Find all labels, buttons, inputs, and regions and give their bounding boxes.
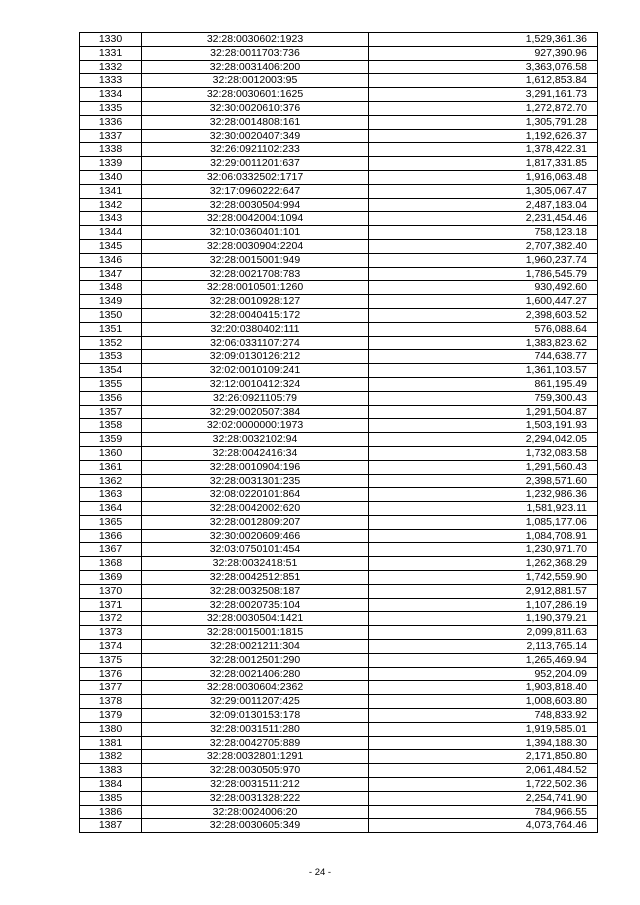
amount-cell: 1,305,067.47 <box>369 184 598 198</box>
table-row <box>80 364 598 378</box>
row-number-cell: 1373 <box>80 626 142 640</box>
amount-cell: 930,492.60 <box>369 281 598 295</box>
row-number-cell: 1379 <box>80 709 142 723</box>
amount-cell: 1,107,286.19 <box>369 598 598 612</box>
amount-cell: 2,099,811.63 <box>369 626 598 640</box>
data-table <box>79 32 598 833</box>
row-number-cell: 1383 <box>80 764 142 778</box>
cadastral-code-cell: 32:28:0042416:34 <box>142 446 369 460</box>
amount-cell: 927,390.96 <box>369 46 598 60</box>
cadastral-code-cell: 32:29:0011201:637 <box>142 157 369 171</box>
row-number-cell: 1342 <box>80 198 142 212</box>
cadastral-code-cell: 32:28:0015001:949 <box>142 253 369 267</box>
cadastral-code-cell: 32:28:0030601:1625 <box>142 88 369 102</box>
cadastral-code-cell: 32:28:0030605:349 <box>142 819 369 833</box>
amount-cell: 1,919,585.01 <box>369 722 598 736</box>
amount-cell: 1,742,559.90 <box>369 571 598 585</box>
cadastral-code-cell: 32:28:0040415:172 <box>142 308 369 322</box>
table-row <box>80 598 598 612</box>
row-number-cell: 1359 <box>80 433 142 447</box>
table-row <box>80 446 598 460</box>
amount-cell: 1,230,971.70 <box>369 543 598 557</box>
row-number-cell: 1386 <box>80 805 142 819</box>
row-number-cell: 1372 <box>80 612 142 626</box>
table-row <box>80 722 598 736</box>
table-row <box>80 433 598 447</box>
row-number-cell: 1343 <box>80 212 142 226</box>
amount-cell: 1,008,603.80 <box>369 695 598 709</box>
amount-cell: 1,817,331.85 <box>369 157 598 171</box>
row-number-cell: 1347 <box>80 267 142 281</box>
amount-cell: 2,398,603.52 <box>369 308 598 322</box>
row-number-cell: 1353 <box>80 350 142 364</box>
row-number-cell: 1358 <box>80 419 142 433</box>
table-row <box>80 308 598 322</box>
cadastral-code-cell: 32:28:0021708:783 <box>142 267 369 281</box>
table-row <box>80 33 598 47</box>
table-row <box>80 143 598 157</box>
table-row <box>80 819 598 833</box>
row-number-cell: 1381 <box>80 736 142 750</box>
table-row <box>80 336 598 350</box>
cadastral-code-cell: 32:28:0032418:51 <box>142 557 369 571</box>
cadastral-code-cell: 32:28:0020735:104 <box>142 598 369 612</box>
table-row <box>80 88 598 102</box>
row-number-cell: 1345 <box>80 239 142 253</box>
amount-cell: 3,363,076.58 <box>369 60 598 74</box>
row-number-cell: 1357 <box>80 405 142 419</box>
table-row <box>80 377 598 391</box>
amount-cell: 2,487,183.04 <box>369 198 598 212</box>
table-row <box>80 653 598 667</box>
cadastral-code-cell: 32:09:0130126:212 <box>142 350 369 364</box>
cadastral-code-cell: 32:28:0042512:851 <box>142 571 369 585</box>
table-row <box>80 267 598 281</box>
row-number-cell: 1365 <box>80 515 142 529</box>
amount-cell: 1,786,545.79 <box>369 267 598 281</box>
amount-cell: 1,272,872.70 <box>369 101 598 115</box>
cadastral-code-cell: 32:28:0030504:1421 <box>142 612 369 626</box>
cadastral-code-cell: 32:28:0030504:994 <box>142 198 369 212</box>
row-number-cell: 1341 <box>80 184 142 198</box>
amount-cell: 3,291,161.73 <box>369 88 598 102</box>
table-row <box>80 226 598 240</box>
cadastral-code-cell: 32:02:0000000:1973 <box>142 419 369 433</box>
table-row <box>80 764 598 778</box>
cadastral-code-cell: 32:28:0030904:2204 <box>142 239 369 253</box>
table-row <box>80 46 598 60</box>
cadastral-code-cell: 32:28:0031511:280 <box>142 722 369 736</box>
amount-cell: 2,061,484.52 <box>369 764 598 778</box>
row-number-cell: 1339 <box>80 157 142 171</box>
amount-cell: 1,383,823.62 <box>369 336 598 350</box>
cadastral-code-cell: 32:28:0042705:889 <box>142 736 369 750</box>
amount-cell: 2,294,042.05 <box>369 433 598 447</box>
table-row <box>80 515 598 529</box>
amount-cell: 1,291,560.43 <box>369 460 598 474</box>
cadastral-code-cell: 32:28:0032102:94 <box>142 433 369 447</box>
amount-cell: 952,204.09 <box>369 667 598 681</box>
cadastral-code-cell: 32:29:0011207:425 <box>142 695 369 709</box>
cadastral-code-cell: 32:28:0010928:127 <box>142 295 369 309</box>
row-number-cell: 1336 <box>80 115 142 129</box>
row-number-cell: 1338 <box>80 143 142 157</box>
table-row <box>80 115 598 129</box>
table-row <box>80 778 598 792</box>
amount-cell: 1,732,083.58 <box>369 446 598 460</box>
cadastral-code-cell: 32:03:0750101:454 <box>142 543 369 557</box>
amount-cell: 748,833.92 <box>369 709 598 723</box>
amount-cell: 759,300.43 <box>369 391 598 405</box>
row-number-cell: 1364 <box>80 502 142 516</box>
cadastral-code-cell: 32:28:0012003:95 <box>142 74 369 88</box>
cadastral-code-cell: 32:28:0032508:187 <box>142 584 369 598</box>
table-row <box>80 474 598 488</box>
row-number-cell: 1337 <box>80 129 142 143</box>
cadastral-code-cell: 32:06:0331107:274 <box>142 336 369 350</box>
table-row <box>80 239 598 253</box>
table-row <box>80 170 598 184</box>
table-row <box>80 74 598 88</box>
amount-cell: 2,171,850.80 <box>369 750 598 764</box>
row-number-cell: 1330 <box>80 33 142 47</box>
row-number-cell: 1340 <box>80 170 142 184</box>
cadastral-code-cell: 32:28:0030602:1923 <box>142 33 369 47</box>
cadastral-code-cell: 32:28:0042002:620 <box>142 502 369 516</box>
cadastral-code-cell: 32:28:0015001:1815 <box>142 626 369 640</box>
amount-cell: 1,503,191.93 <box>369 419 598 433</box>
row-number-cell: 1331 <box>80 46 142 60</box>
cadastral-code-cell: 32:28:0021406:280 <box>142 667 369 681</box>
table-row <box>80 460 598 474</box>
row-number-cell: 1350 <box>80 308 142 322</box>
amount-cell: 1,190,379.21 <box>369 612 598 626</box>
table-row <box>80 157 598 171</box>
cadastral-code-cell: 32:12:0010412:324 <box>142 377 369 391</box>
amount-cell: 1,612,853.84 <box>369 74 598 88</box>
table-body <box>80 33 598 833</box>
row-number-cell: 1380 <box>80 722 142 736</box>
row-number-cell: 1354 <box>80 364 142 378</box>
row-number-cell: 1361 <box>80 460 142 474</box>
page-number: - 24 - <box>308 867 332 878</box>
cadastral-code-cell: 32:28:0014808:161 <box>142 115 369 129</box>
table-row <box>80 502 598 516</box>
table-row <box>80 184 598 198</box>
cadastral-code-cell: 32:30:0020609:466 <box>142 529 369 543</box>
table-row <box>80 543 598 557</box>
table-row <box>80 695 598 709</box>
cadastral-code-cell: 32:20:0380402:111 <box>142 322 369 336</box>
amount-cell: 2,912,881.57 <box>369 584 598 598</box>
amount-cell: 1,084,708.91 <box>369 529 598 543</box>
cadastral-code-cell: 32:28:0010501:1260 <box>142 281 369 295</box>
amount-cell: 1,722,502.36 <box>369 778 598 792</box>
row-number-cell: 1349 <box>80 295 142 309</box>
row-number-cell: 1376 <box>80 667 142 681</box>
amount-cell: 1,232,986.36 <box>369 488 598 502</box>
cadastral-code-cell: 32:26:0921105:79 <box>142 391 369 405</box>
row-number-cell: 1348 <box>80 281 142 295</box>
table-row <box>80 557 598 571</box>
amount-cell: 861,195.49 <box>369 377 598 391</box>
row-number-cell: 1385 <box>80 791 142 805</box>
cadastral-code-cell: 32:26:0921102:233 <box>142 143 369 157</box>
amount-cell: 576,088.64 <box>369 322 598 336</box>
row-number-cell: 1344 <box>80 226 142 240</box>
amount-cell: 1,305,791.28 <box>369 115 598 129</box>
cadastral-code-cell: 32:06:0332502:1717 <box>142 170 369 184</box>
amount-cell: 1,581,923.11 <box>369 502 598 516</box>
amount-cell: 1,916,063.48 <box>369 170 598 184</box>
table-row <box>80 281 598 295</box>
row-number-cell: 1384 <box>80 778 142 792</box>
table-row <box>80 736 598 750</box>
amount-cell: 1,265,469.94 <box>369 653 598 667</box>
table-row <box>80 488 598 502</box>
row-number-cell: 1378 <box>80 695 142 709</box>
table-row <box>80 529 598 543</box>
amount-cell: 744,638.77 <box>369 350 598 364</box>
row-number-cell: 1375 <box>80 653 142 667</box>
amount-cell: 2,398,571.60 <box>369 474 598 488</box>
cadastral-code-cell: 32:28:0010904:196 <box>142 460 369 474</box>
row-number-cell: 1366 <box>80 529 142 543</box>
table-row <box>80 405 598 419</box>
row-number-cell: 1334 <box>80 88 142 102</box>
cadastral-code-cell: 32:28:0031406:200 <box>142 60 369 74</box>
table-row <box>80 612 598 626</box>
amount-cell: 784,966.55 <box>369 805 598 819</box>
row-number-cell: 1371 <box>80 598 142 612</box>
row-number-cell: 1346 <box>80 253 142 267</box>
amount-cell: 1,192,626.37 <box>369 129 598 143</box>
table-row <box>80 101 598 115</box>
cadastral-code-cell: 32:08:0220101:864 <box>142 488 369 502</box>
amount-cell: 1,529,361.36 <box>369 33 598 47</box>
row-number-cell: 1360 <box>80 446 142 460</box>
row-number-cell: 1368 <box>80 557 142 571</box>
amount-cell: 1,600,447.27 <box>369 295 598 309</box>
cadastral-code-cell: 32:09:0130153:178 <box>142 709 369 723</box>
row-number-cell: 1377 <box>80 681 142 695</box>
table-row <box>80 667 598 681</box>
amount-cell: 1,378,422.31 <box>369 143 598 157</box>
amount-cell: 1,394,188.30 <box>369 736 598 750</box>
amount-cell: 1,903,818.40 <box>369 681 598 695</box>
row-number-cell: 1335 <box>80 101 142 115</box>
table-row <box>80 750 598 764</box>
row-number-cell: 1370 <box>80 584 142 598</box>
cadastral-code-cell: 32:30:0020407:349 <box>142 129 369 143</box>
row-number-cell: 1362 <box>80 474 142 488</box>
amount-cell: 1,361,103.57 <box>369 364 598 378</box>
cadastral-code-cell: 32:17:0960222:647 <box>142 184 369 198</box>
row-number-cell: 1352 <box>80 336 142 350</box>
table-row <box>80 640 598 654</box>
table-row <box>80 791 598 805</box>
table-row <box>80 129 598 143</box>
cadastral-code-cell: 32:28:0032801:1291 <box>142 750 369 764</box>
table-row <box>80 709 598 723</box>
cadastral-code-cell: 32:28:0042004:1094 <box>142 212 369 226</box>
amount-cell: 1,291,504.87 <box>369 405 598 419</box>
cadastral-code-cell: 32:28:0030505:970 <box>142 764 369 778</box>
table-row <box>80 626 598 640</box>
row-number-cell: 1333 <box>80 74 142 88</box>
row-number-cell: 1355 <box>80 377 142 391</box>
amount-cell: 2,113,765.14 <box>369 640 598 654</box>
table-row <box>80 253 598 267</box>
row-number-cell: 1363 <box>80 488 142 502</box>
row-number-cell: 1369 <box>80 571 142 585</box>
row-number-cell: 1382 <box>80 750 142 764</box>
row-number-cell: 1374 <box>80 640 142 654</box>
cadastral-code-cell: 32:28:0021211:304 <box>142 640 369 654</box>
amount-cell: 4,073,764.46 <box>369 819 598 833</box>
cadastral-code-cell: 32:28:0012809:207 <box>142 515 369 529</box>
table-row <box>80 60 598 74</box>
table-row <box>80 198 598 212</box>
table-row <box>80 212 598 226</box>
cadastral-code-cell: 32:28:0030604:2362 <box>142 681 369 695</box>
cadastral-code-cell: 32:28:0011703:736 <box>142 46 369 60</box>
table-row <box>80 295 598 309</box>
table-row <box>80 419 598 433</box>
amount-cell: 1,085,177.06 <box>369 515 598 529</box>
amount-cell: 2,231,454.46 <box>369 212 598 226</box>
row-number-cell: 1367 <box>80 543 142 557</box>
table-row <box>80 322 598 336</box>
row-number-cell: 1387 <box>80 819 142 833</box>
cadastral-code-cell: 32:28:0031328:222 <box>142 791 369 805</box>
row-number-cell: 1332 <box>80 60 142 74</box>
amount-cell: 1,960,237.74 <box>369 253 598 267</box>
cadastral-code-cell: 32:28:0012501:290 <box>142 653 369 667</box>
cadastral-code-cell: 32:28:0024006:20 <box>142 805 369 819</box>
table-row <box>80 681 598 695</box>
table-row <box>80 350 598 364</box>
amount-cell: 758,123.18 <box>369 226 598 240</box>
table-row <box>80 391 598 405</box>
table-row <box>80 571 598 585</box>
cadastral-code-cell: 32:30:0020610:376 <box>142 101 369 115</box>
table-row <box>80 584 598 598</box>
row-number-cell: 1356 <box>80 391 142 405</box>
cadastral-code-cell: 32:10:0360401:101 <box>142 226 369 240</box>
amount-cell: 1,262,368.29 <box>369 557 598 571</box>
cadastral-code-cell: 32:28:0031301:235 <box>142 474 369 488</box>
cadastral-code-cell: 32:02:0010109:241 <box>142 364 369 378</box>
cadastral-code-cell: 32:29:0020507:384 <box>142 405 369 419</box>
table-row <box>80 805 598 819</box>
amount-cell: 2,707,382.40 <box>369 239 598 253</box>
amount-cell: 2,254,741.90 <box>369 791 598 805</box>
row-number-cell: 1351 <box>80 322 142 336</box>
cadastral-code-cell: 32:28:0031511:212 <box>142 778 369 792</box>
